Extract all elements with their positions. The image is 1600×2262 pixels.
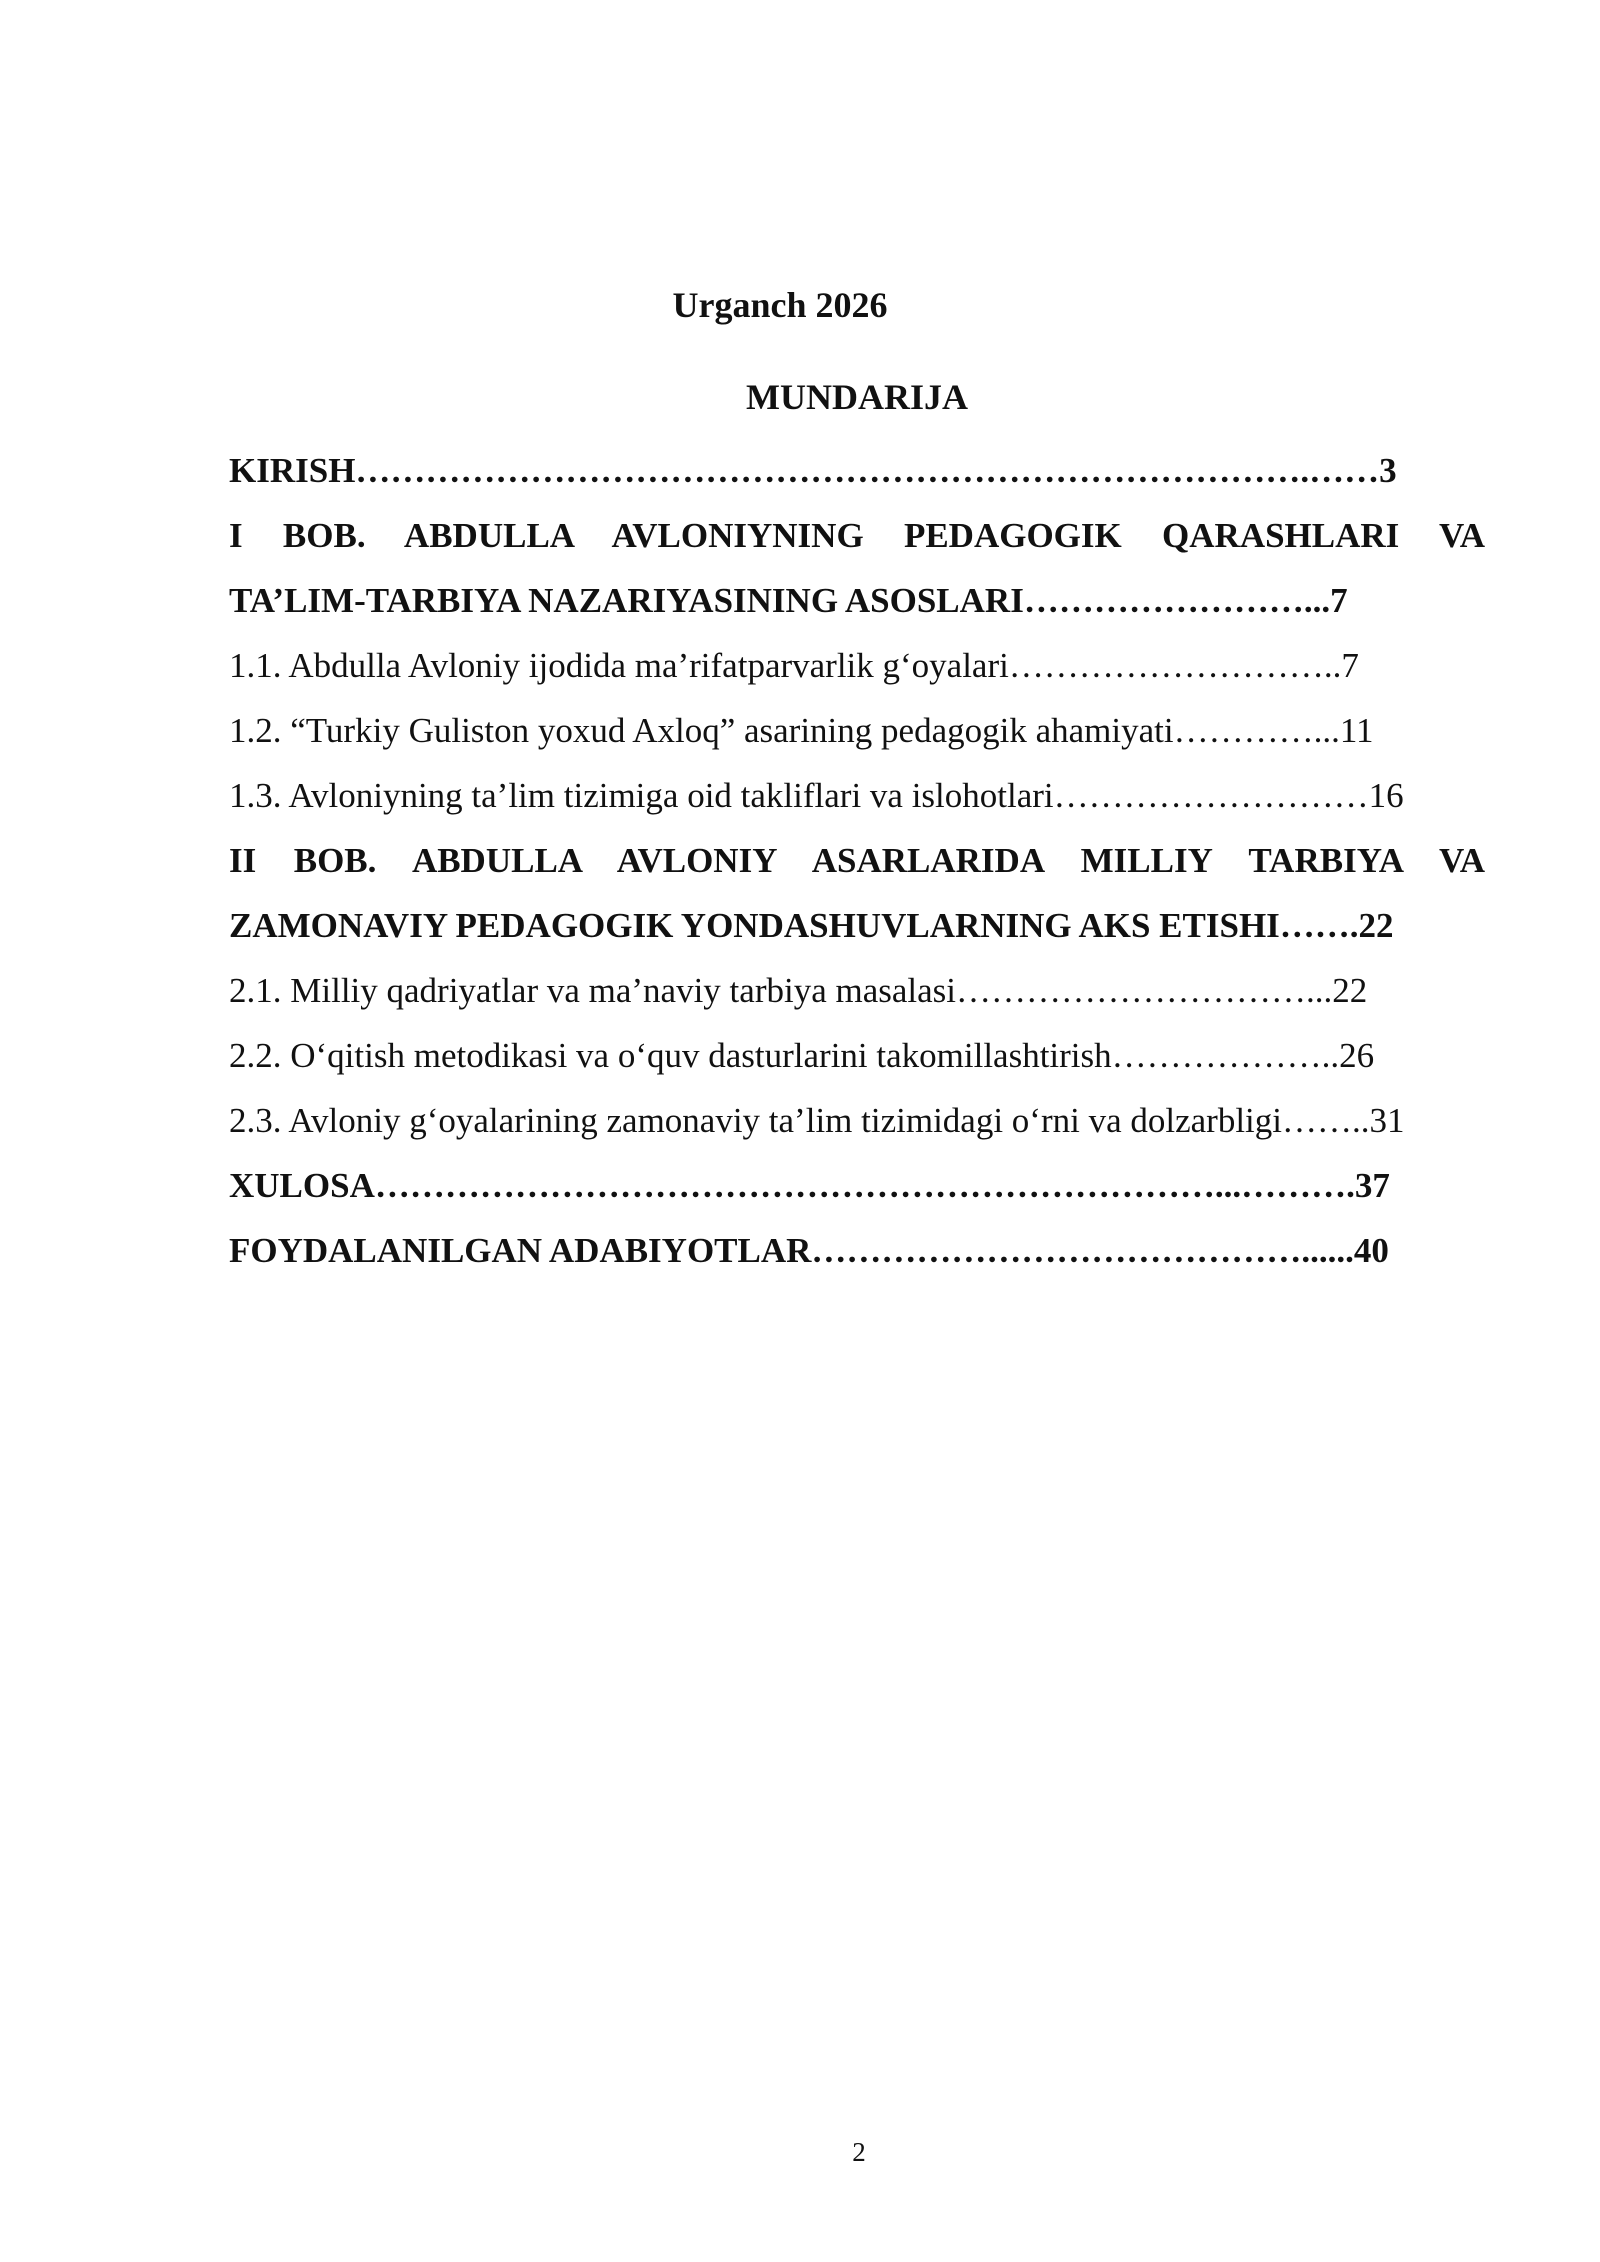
toc-entry-section-1-1[interactable]: 1.1. Abdulla Avloniy ijodida ma’rifatparvarlik g‘oyalari………………………..7 (229, 646, 1359, 685)
toc-entry-section-1-2[interactable]: 1.2. “Turkiy Guliston yoxud Axloq” asarining pedagogik ahamiyati…………...11 (229, 711, 1374, 750)
toc-entry-section-2-3[interactable]: 2.3. Avloniy g‘oyalarining zamonaviy ta’lim tizimidagi o‘rni va dolzarbligi……..31 (229, 1101, 1405, 1140)
toc-entry-section-2-2[interactable]: 2.2. O‘qitish metodikasi va o‘quv dasturlarini takomillashtirish………………..26 (229, 1036, 1375, 1075)
toc-entry-chapter-2-line-2[interactable]: ZAMONAVIY PEDAGOGIK YONDASHUVLARNING AKS ETISHI…….22 (229, 906, 1394, 945)
city-year-heading: Urganch 2026 (672, 285, 888, 325)
toc-entry-kirish[interactable]: KIRISH……………………………………………………………………….……3 (229, 451, 1397, 490)
toc-entry-section-1-3[interactable]: 1.3. Avloniyning ta’lim tizimiga oid takliflari va islohotlari………………………16 (229, 776, 1404, 815)
page-number: 2 (852, 2137, 866, 2167)
table-of-contents (229, 438, 1485, 1283)
toc-entry-references[interactable]: FOYDALANILGAN ADABIYOTLAR……………………………………......40 (229, 1231, 1389, 1270)
toc-entry-chapter-2-line-1[interactable]: II BOB. ABDULLA AVLONIY ASARLARIDA MILLIY TARBIYA VA (229, 841, 1485, 880)
toc-entry-xulosa[interactable]: XULOSA………………………………………………………………...……….37 (229, 1166, 1390, 1205)
toc-entry-section-2-1[interactable]: 2.1. Milliy qadriyatlar va ma’naviy tarbiya masalasi…………………………...22 (229, 971, 1368, 1010)
toc-entry-chapter-1-line-1[interactable]: I BOB. ABDULLA AVLONIYNING PEDAGOGIK QARASHLARI VA (229, 516, 1485, 555)
toc-entry-chapter-1-line-2[interactable]: TA’LIM-TARBIYA NAZARIYASINING ASOSLARI……………………...7 (229, 581, 1348, 620)
table-of-contents-title: MUNDARIJA (746, 377, 968, 417)
